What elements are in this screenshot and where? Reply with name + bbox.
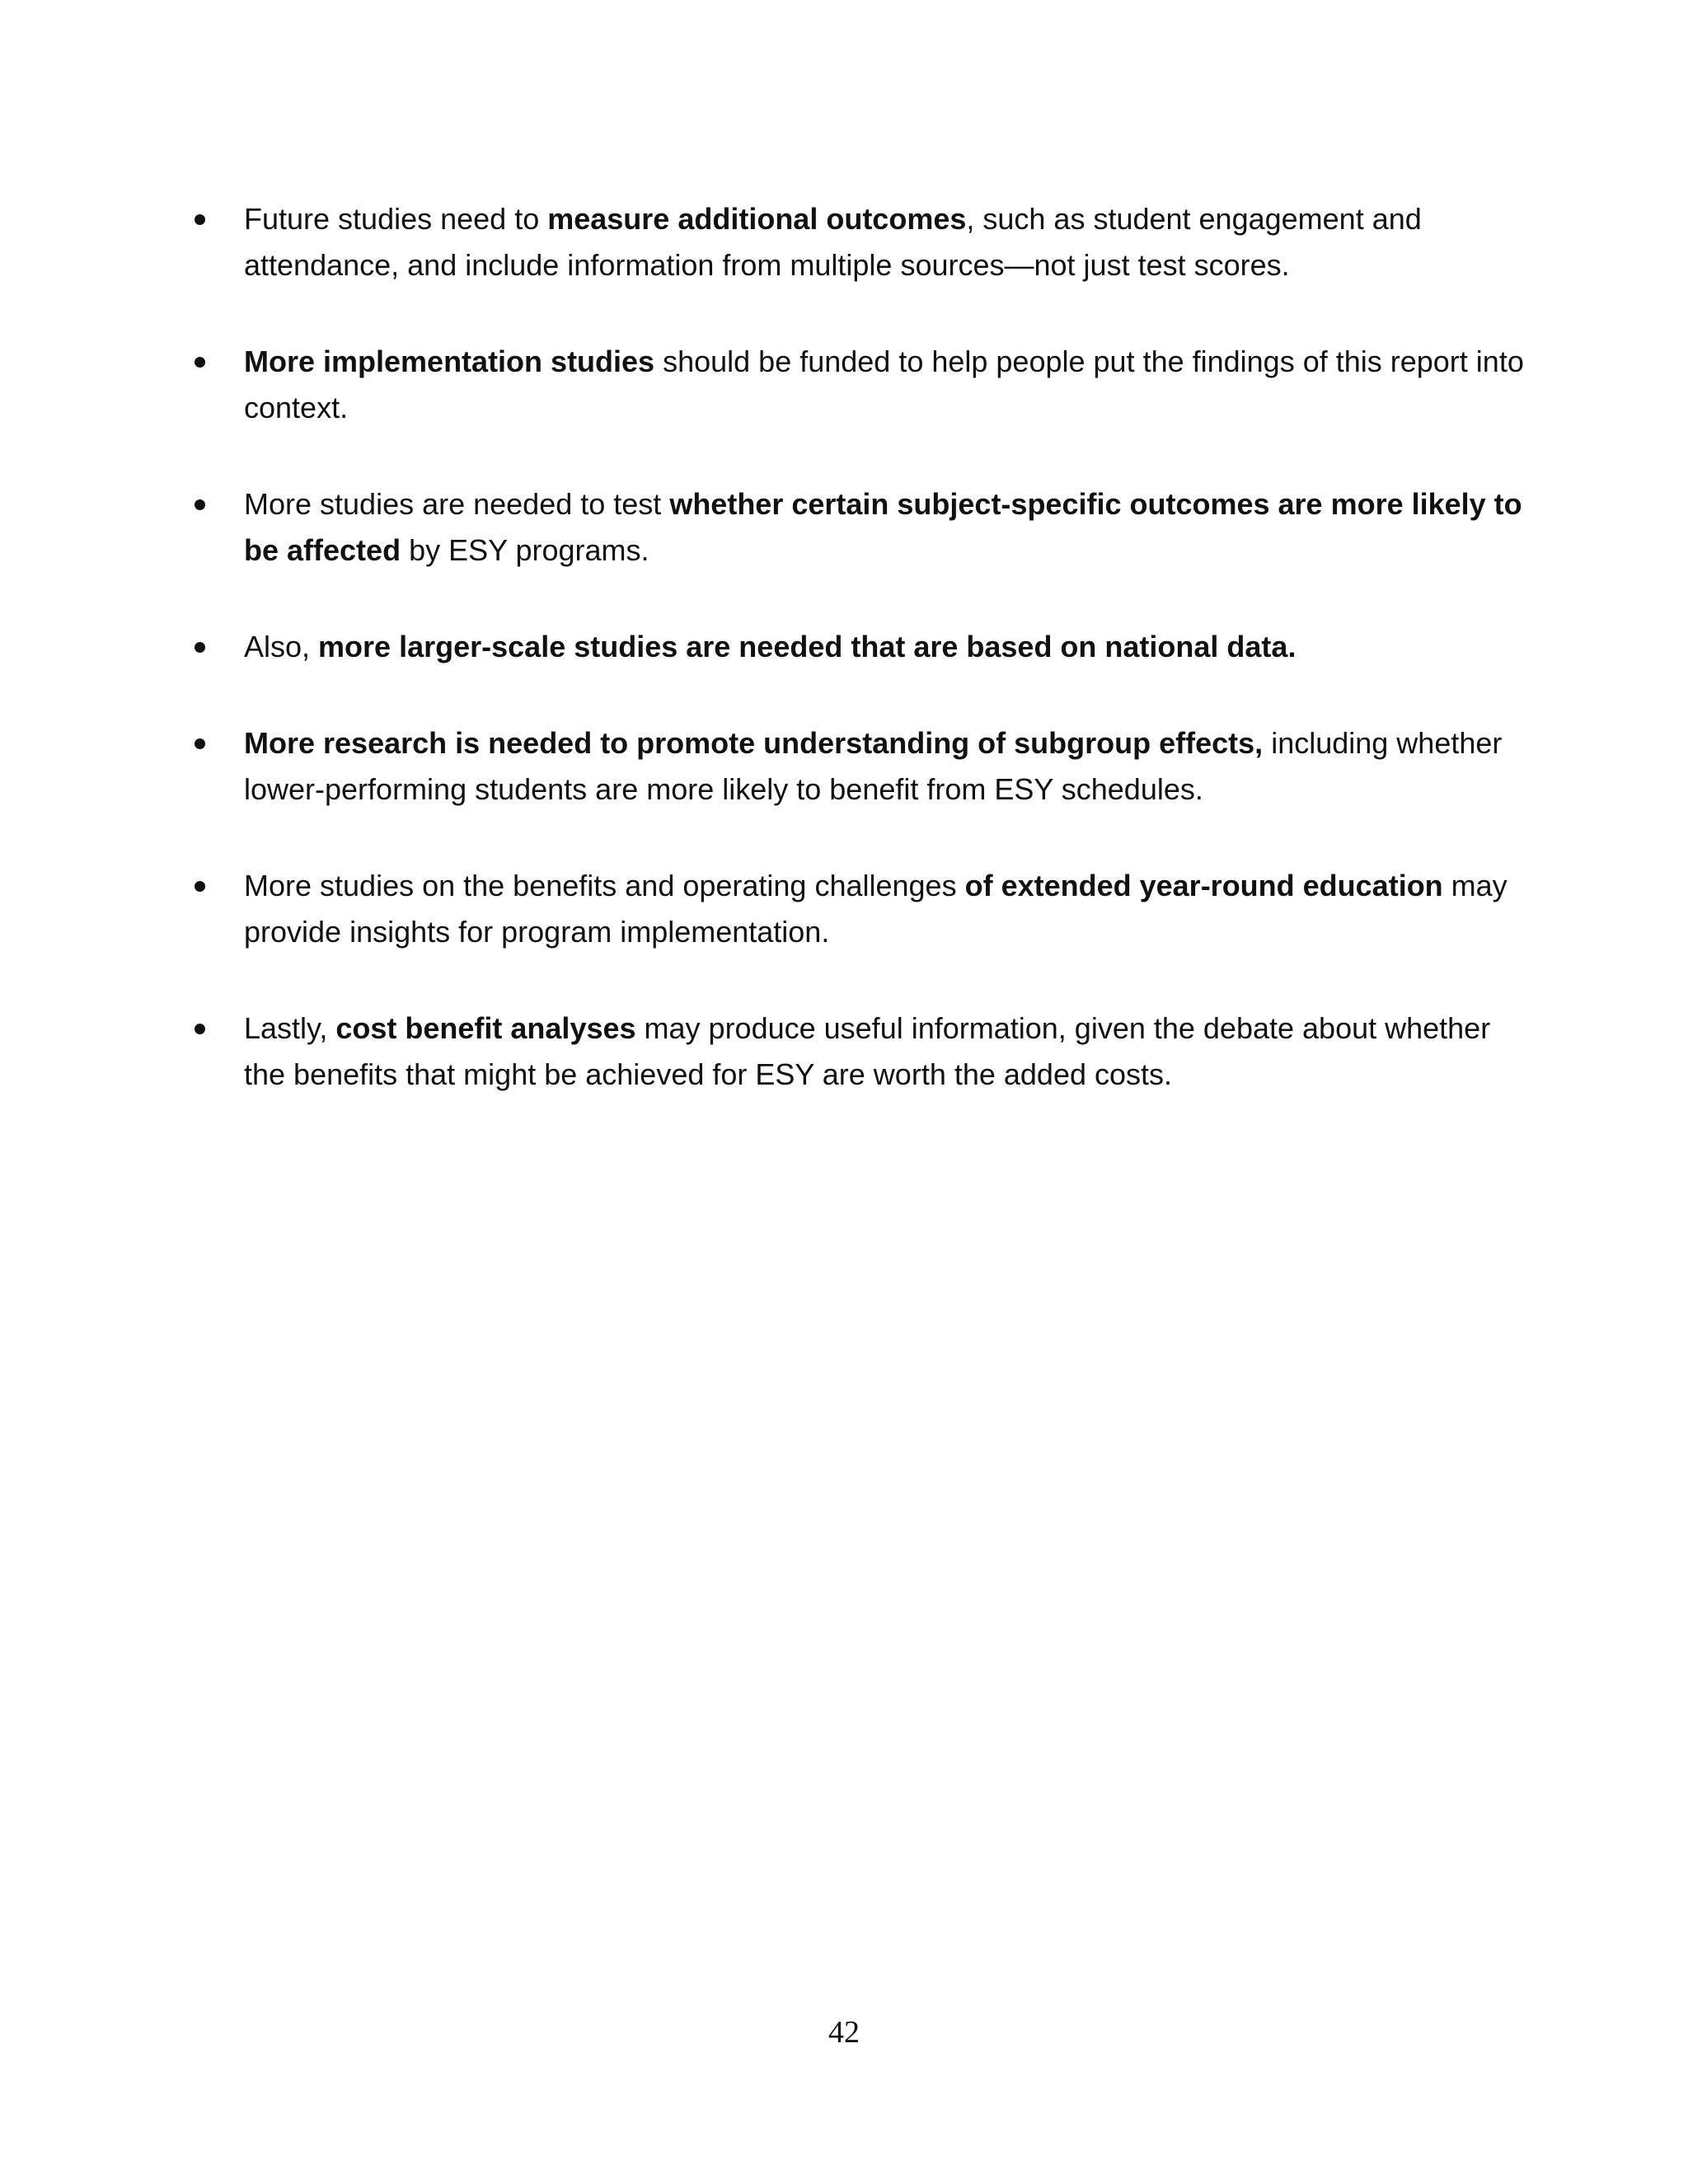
page-number: 42 [828,2015,860,2050]
bullet-item [191,624,1536,670]
bullet-item [191,863,1536,955]
bullet-bold-text: measure additional outcomes [547,202,967,236]
bullet-item [191,481,1536,574]
bullet-plain-text: may provide insights for program implementation. [244,869,1507,949]
bullet-item [191,339,1536,431]
bullet-plain-text: , such as student engagement and attendance, and include information from multiple sources—not just test scores. [244,202,1422,282]
bullet-item [191,196,1536,288]
bullet-bold-text: of extended year-round education [964,869,1443,902]
bullet-plain-text: More studies are needed to test [244,487,670,521]
bullet-bold-text: More research is needed to promote understanding of subgroup effects, [244,726,1264,760]
bullet-text [244,630,1296,663]
bullet-dot-icon [195,881,205,892]
bullet-plain-text: should be funded to help people put the findings of this report into context. [244,344,1524,424]
bullet-plain-text: Also, [244,630,319,663]
bullet-dot-icon [195,1024,205,1034]
bullet-bold-text: cost benefit analyses [335,1011,636,1045]
bullet-plain-text: may produce useful information, given the debate about whether the benefits that might be achieved for ESY are worth the added costs. [244,1011,1491,1091]
bullet-plain-text: Future studies need to [244,202,548,236]
bullet-text [244,869,1507,949]
bullet-plain-text: More studies on the benefits and operating challenges [244,869,965,902]
bullet-dot-icon [195,642,205,653]
bullet-plain-text: by ESY programs. [401,533,649,567]
bullet-bold-text: more larger-scale studies are needed that are based on national data. [318,630,1296,663]
bullet-item [191,1005,1536,1098]
bullet-plain-text: Lastly, [244,1011,336,1045]
bullet-text [244,202,1422,282]
bullet-text [244,344,1524,424]
bullet-bold-text: whether certain subject-specific outcomes are more likely to be affected [244,487,1522,567]
bullet-dot-icon [195,499,205,510]
bullet-text [244,487,1522,567]
bullet-bold-text: More implementation studies [244,344,655,378]
bullet-dot-icon [195,214,205,225]
bullet-plain-text: including whether lower-performing students are more likely to benefit from ESY schedules. [244,726,1503,806]
bullet-text [244,1011,1490,1091]
bullet-dot-icon [195,738,205,749]
bullet-dot-icon [195,357,205,368]
bullet-item [191,720,1536,813]
bullet-text [244,726,1502,806]
recommendations-list [191,196,1536,1148]
